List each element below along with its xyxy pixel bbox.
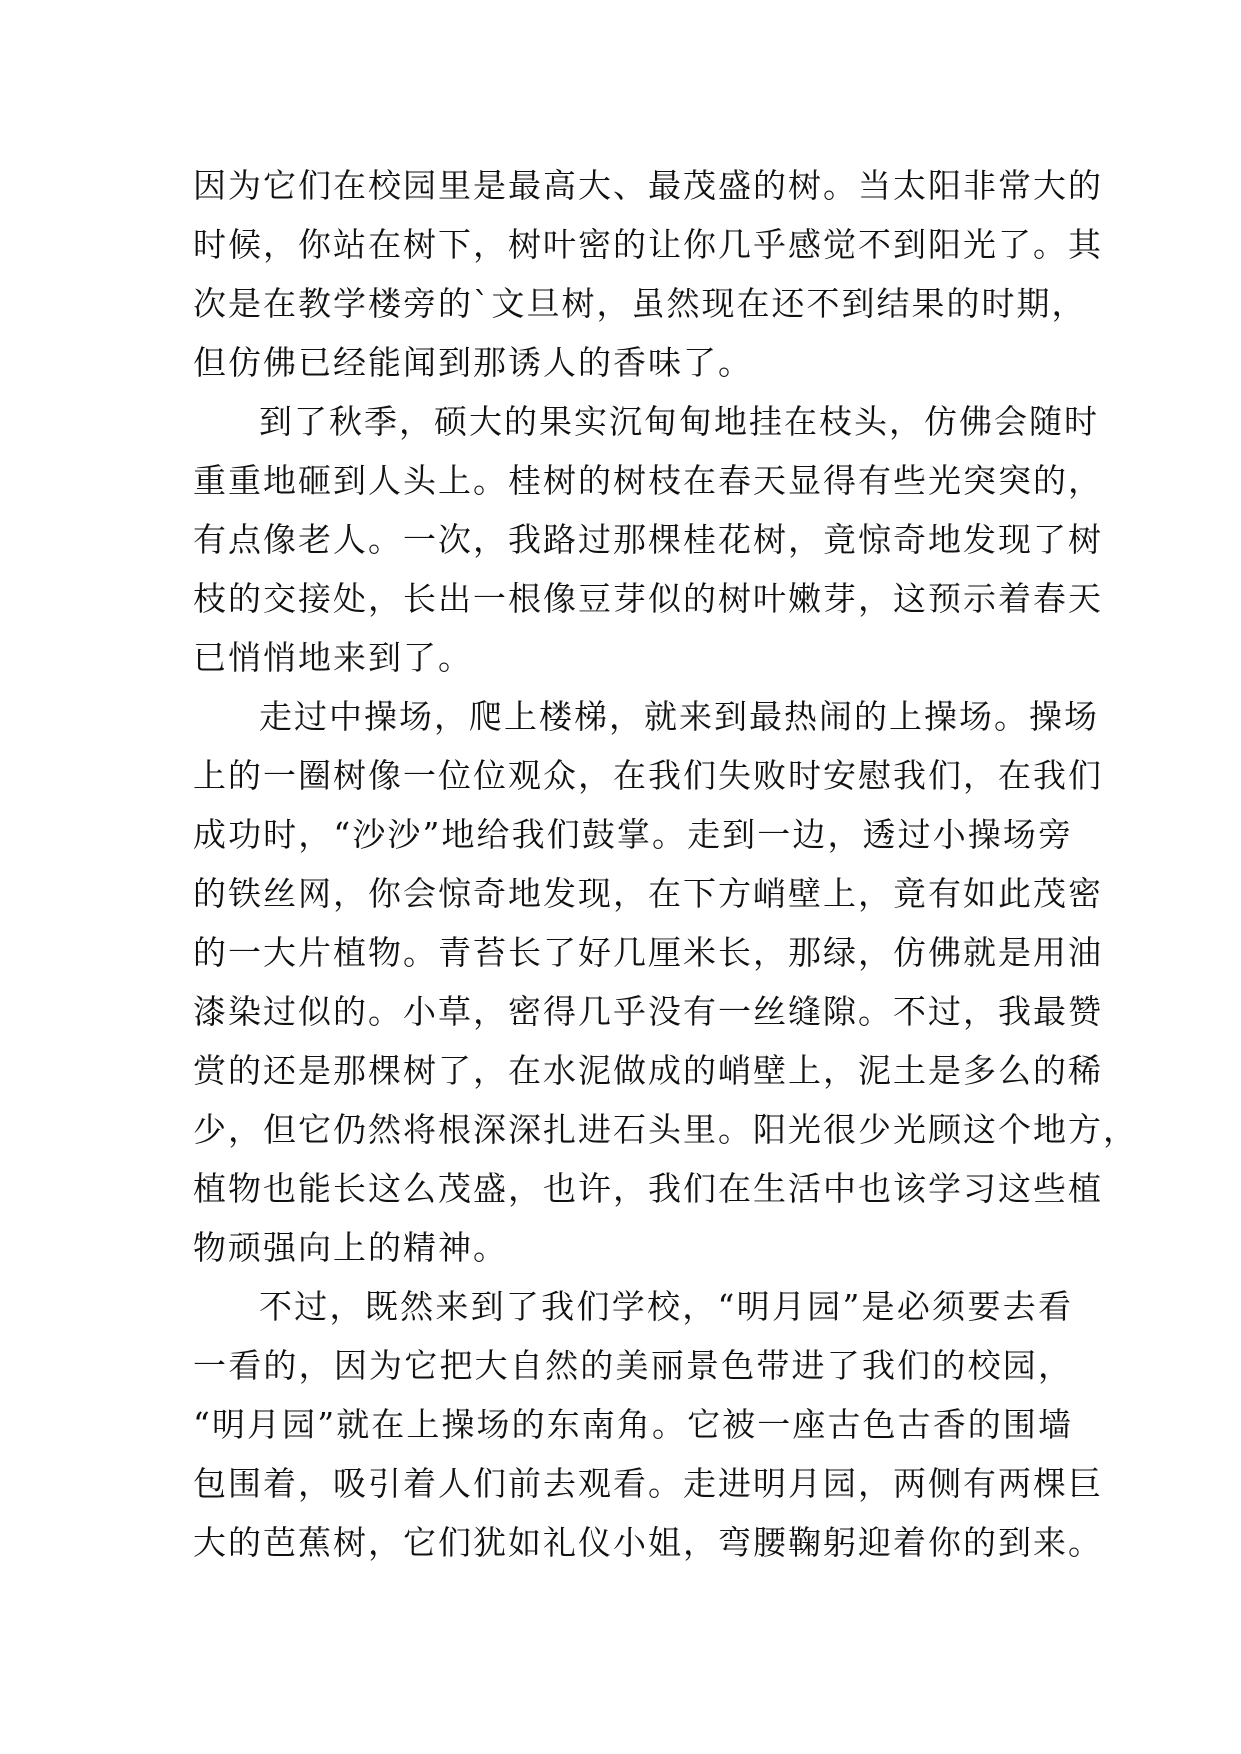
text-line: 物顽强向上的精神。: [193, 1228, 508, 1267]
text-line: 成功时，“沙沙”地给我们鼓掌。走到一边，透过小操场旁: [193, 815, 1073, 854]
text-line: 一看的，因为它把大自然的美丽景色带进了我们的校园，: [193, 1346, 1073, 1385]
text-line: 赏的还是那棵树了，在水泥做成的峭壁上，泥土是多么的稀: [193, 1051, 1103, 1090]
paragraph-first-line: 到了秋季，硕大的果实沉甸甸地挂在枝头，仿佛会随时: [259, 402, 1099, 441]
text-line: 但仿佛已经能闻到那诱人的香味了。: [193, 343, 753, 382]
text-line: 已悄悄地来到了。: [193, 638, 473, 677]
text-line: 漆染过似的。小草，密得几乎没有一丝缝隙。不过，我最赞: [193, 992, 1103, 1031]
text-line: 上的一圈树像一位位观众，在我们失败时安慰我们，在我们: [193, 756, 1103, 795]
text-line: “明月园”就在上操场的东南角。它被一座古色古香的围墙: [193, 1405, 1073, 1444]
body-text: [193, 156, 1138, 1572]
paragraph-first-line: 走过中操场，爬上楼梯，就来到最热闹的上操场。操场: [259, 697, 1099, 736]
text-line: 的铁丝网，你会惊奇地发现，在下方峭壁上，竟有如此茂密: [193, 874, 1103, 913]
text-line: 包围着，吸引着人们前去观看。走进明月园，两侧有两棵巨: [193, 1464, 1103, 1503]
text-line: 枝的交接处，长出一根像豆芽似的树叶嫩芽，这预示着春天: [193, 579, 1103, 618]
text-line: 的一大片植物。青苔长了好几厘米长，那绿，仿佛就是用油: [193, 933, 1103, 972]
text-line: 时候，你站在树下，树叶密的让你几乎感觉不到阳光了。其: [193, 225, 1103, 264]
paragraph-first-line: 不过，既然来到了我们学校，“明月园”是必须要去看: [259, 1287, 1073, 1326]
text-line: 大的芭蕉树，它们犹如礼仪小姐，弯腰鞠躬迎着你的到来。: [193, 1523, 1103, 1562]
text-line: 有点像老人。一次，我路过那棵桂花树，竟惊奇地发现了树: [193, 520, 1103, 559]
text-line: 重重地砸到人头上。桂树的树枝在春天显得有些光突突的，: [193, 461, 1103, 500]
text-line: 植物也能长这么茂盛，也许，我们在生活中也该学习这些植: [193, 1169, 1103, 1208]
text-line: 次是在教学楼旁的`文旦树，虽然现在还不到结果的时期，: [193, 284, 1087, 323]
text-line: 因为它们在校园里是最高大、最茂盛的树。当太阳非常大的: [193, 166, 1103, 205]
text-line: 少，但它仍然将根深深扎进石头里。阳光很少光顾这个地方，: [193, 1110, 1138, 1149]
